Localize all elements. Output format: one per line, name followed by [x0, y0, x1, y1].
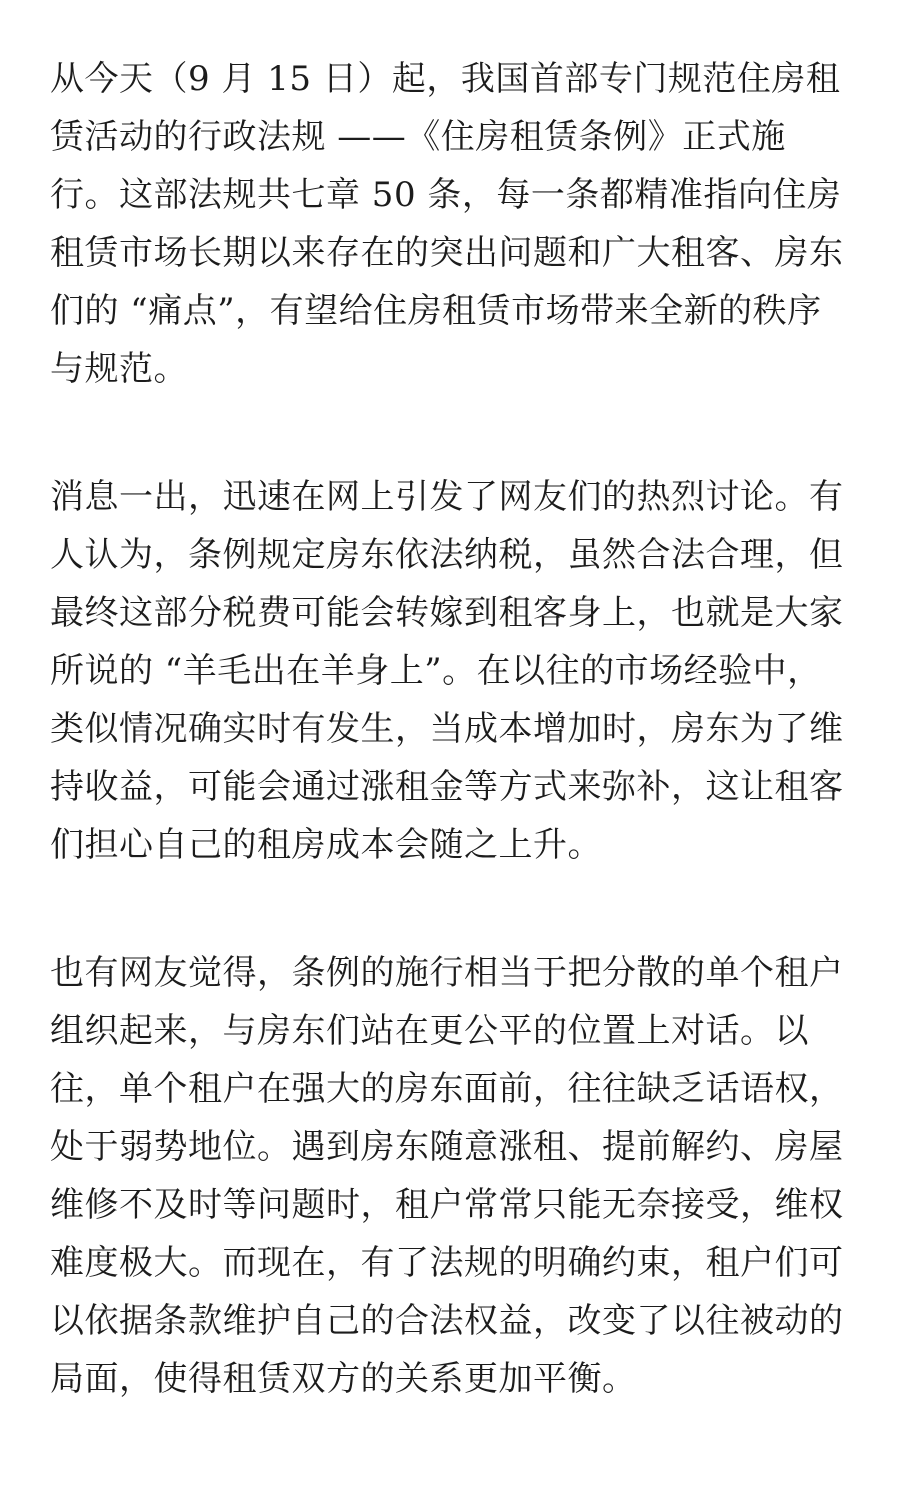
article-body: [50, 50, 850, 1478]
paragraph-tax-concern: 消息一出，迅速在网上引发了网友们的热烈讨论。有人认为，条例规定房东依法纳税，虽然合法合理，但最终这部分税费可能会转嫁到租客身上，也就是大家所说的 “羊毛出在羊身上”。在以往的市场经验中，类似情况确实时有发生，当成本增加时，房东为了维持收益，可能会通过涨租金等方式来弥补，这让租客们担心自己的租房成本会随之上升。: [50, 477, 844, 865]
paragraph-regulation-intro: 从今天（9 月 15 日）起，我国首部专门规范住房租赁活动的行政法规 ——《住房租赁条例》正式施行。这部法规共七章 50 条，每一条都精准指向住房租赁市场长期以来存在的突出问题和广大租客、房东们的 “痛点”，有望给住房租赁市场带来全新的秩序与规范。: [50, 59, 844, 389]
paragraph-tenant-rights: 也有网友觉得，条例的施行相当于把分散的单个租户组织起来，与房东们站在更公平的位置上对话。以往，单个租户在强大的房东面前，往往缺乏话语权，处于弱势地位。遇到房东随意涨租、提前解约、房屋维修不及时等问题时，租户常常只能无奈接受，维权难度极大。而现在，有了法规的明确约束，租户们可以依据条款维护自己的合法权益，改变了以往被动的局面，使得租赁双方的关系更加平衡。: [50, 953, 844, 1399]
